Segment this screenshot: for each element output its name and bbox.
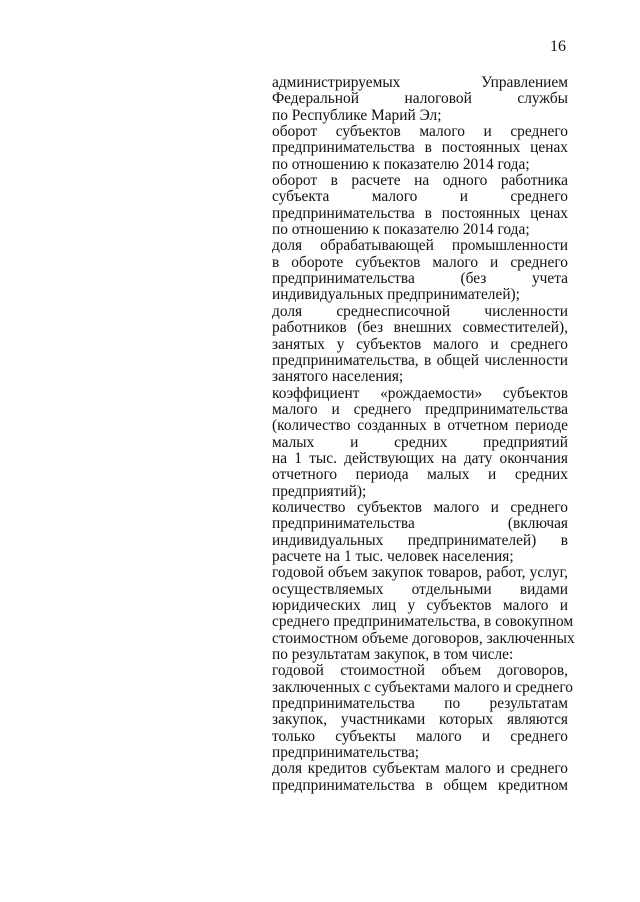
text-line: доля обрабатывающей промышленности xyxy=(272,237,568,255)
text-line: коэффициент «рождаемости» субъектов xyxy=(272,384,568,402)
text-line: по результатам закупок, в том числе: xyxy=(272,646,514,664)
text-line: субъекта малого и среднего xyxy=(272,188,568,206)
text-line: по отношению к показателю 2014 года; xyxy=(272,221,530,239)
text-line: оборот субъектов малого и среднего xyxy=(272,123,568,141)
text-line: оборот в расчете на одного работника xyxy=(272,172,568,190)
text-line: количество субъектов малого и среднего xyxy=(272,498,568,516)
text-line: доля среднесписочной численности xyxy=(272,302,568,320)
text-line: юридических лиц у субъектов малого и xyxy=(272,597,568,614)
text-line: занятого населения; xyxy=(272,368,404,386)
text-line: малого и среднего предпринимательства xyxy=(272,400,568,418)
text-line: расчете на 1 тыс. человек населения; xyxy=(272,547,514,565)
text-line: предпринимательства (включая xyxy=(272,515,568,533)
text-line: годовой объем закупок товаров, работ, услуг, xyxy=(272,564,568,582)
text-line: только субъекты малого и среднего xyxy=(272,727,568,745)
page-number: 16 xyxy=(550,38,566,55)
text-line: индивидуальных предпринимателей); xyxy=(272,286,520,304)
text-line: на 1 тыс. действующих на дату окончания xyxy=(272,449,568,467)
text-line: предпринимательства (без учета xyxy=(272,270,568,288)
text-line: годовой стоимостной объем договоров, xyxy=(272,662,568,680)
text-line: (количество созданных в отчетном периоде xyxy=(272,417,568,435)
text-line: предпринимательства в постоянных ценах xyxy=(272,204,568,222)
text-line: заключенных с субъектами малого и среднего xyxy=(272,678,573,696)
text-line: малых и средних предприятий xyxy=(272,433,568,451)
text-line: доля кредитов субъектам малого и среднего xyxy=(272,760,568,778)
text-line: предпринимательства; xyxy=(272,744,420,762)
text-line: индивидуальных предпринимателей) в xyxy=(272,531,568,549)
text-line: Федеральной налоговой службы xyxy=(272,90,568,108)
text-line: осуществляемых отдельными видами xyxy=(272,580,568,598)
text-line: администрируемых Управлением xyxy=(272,74,568,91)
text-line: занятых у субъектов малого и среднего xyxy=(272,335,568,353)
text-line: по отношению к показателю 2014 года; xyxy=(272,155,530,173)
body-text xyxy=(272,74,575,794)
text-line: в обороте субъектов малого и среднего xyxy=(272,253,568,271)
text-line: по Республике Марий Эл; xyxy=(272,106,442,124)
text-line: предприятий); xyxy=(272,482,367,500)
text-line: предпринимательства по результатам xyxy=(272,695,568,713)
text-line: отчетного периода малых и средних xyxy=(272,466,568,484)
text-line: предпринимательства в общем кредитном xyxy=(272,776,568,794)
text-line: среднего предпринимательства, в совокупном xyxy=(272,613,574,631)
text-line: предпринимательства, в общей численности xyxy=(272,351,568,369)
text-line: стоимостном объеме договоров, заключенных xyxy=(272,629,575,647)
text-line: предпринимательства в постоянных ценах xyxy=(272,139,568,157)
text-line: работников (без внешних совместителей), xyxy=(272,319,568,337)
text-line: закупок, участниками которых являются xyxy=(272,711,568,729)
